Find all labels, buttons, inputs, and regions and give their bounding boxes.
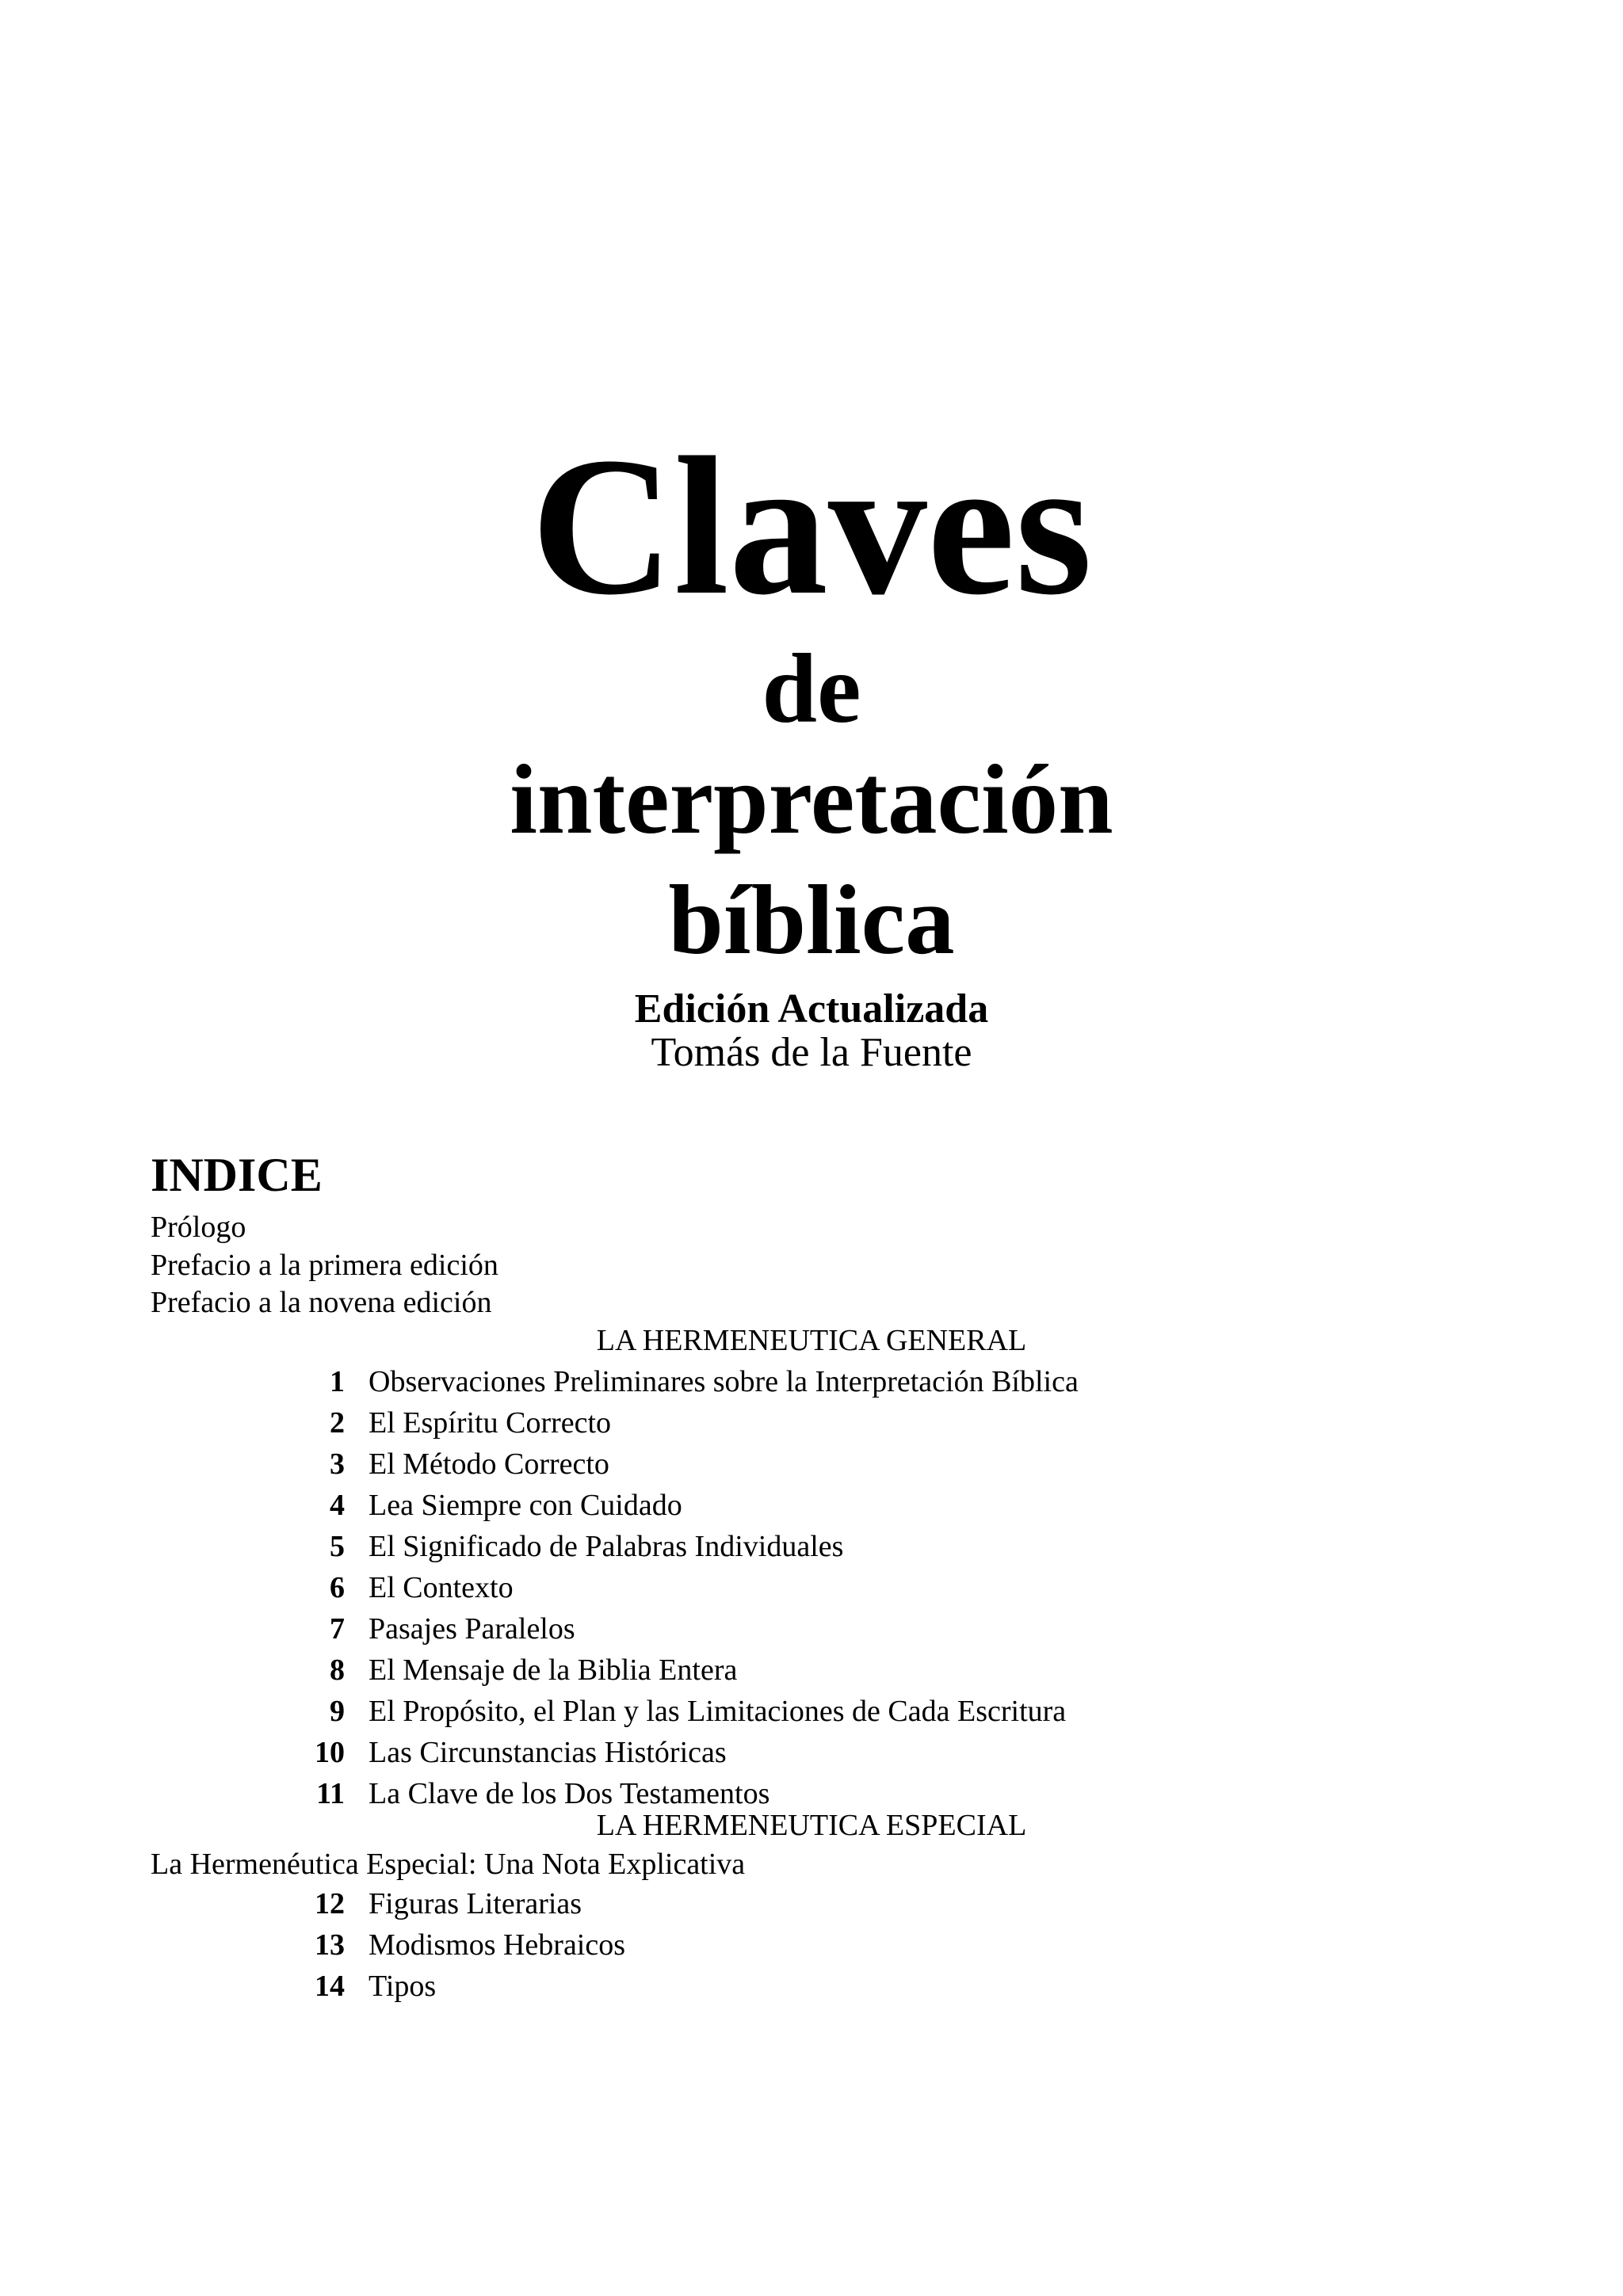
especial-note: La Hermenéutica Especial: Una Nota Explicativa [151, 1848, 746, 1881]
chapter-title: El Método Correcto [369, 1447, 609, 1481]
chapter-title: Las Circunstancias Históricas [369, 1736, 727, 1769]
section-heading-especial: LA HERMENEUTICA ESPECIAL [596, 1809, 1027, 1842]
chapter-number: 4 [330, 1489, 345, 1522]
chapter-number: 8 [330, 1653, 345, 1687]
chapter-title: Figuras Literarias [369, 1887, 582, 1920]
chapter-title: Lea Siempre con Cuidado [369, 1489, 682, 1522]
chapter-title: El Propósito, el Plan y las Limitaciones de Cada Escritura [369, 1695, 1067, 1728]
chapter-title: Tipos [369, 1970, 437, 2003]
chapter-title: El Contexto [369, 1571, 514, 1604]
edition-label: Edición Actualizada [634, 986, 989, 1032]
chapter-title: El Significado de Palabras Individuales [369, 1530, 844, 1563]
chapter-title: Observaciones Preliminares sobre la Interpretación Bíblica [369, 1365, 1079, 1398]
chapter-title: Pasajes Paralelos [369, 1612, 575, 1646]
chapter-number: 2 [330, 1406, 345, 1440]
book-title-line-4: bíblica [668, 866, 955, 975]
index-heading: INDICE [151, 1149, 323, 1201]
book-title-line-2: de [762, 635, 861, 744]
chapter-number: 7 [330, 1612, 345, 1646]
book-title-line-3: interpretación [510, 746, 1113, 855]
chapter-number: 3 [330, 1447, 345, 1481]
book-title: Claves [530, 417, 1093, 636]
chapter-title: El Espíritu Correcto [369, 1406, 612, 1440]
chapter-number: 6 [330, 1571, 345, 1604]
author-name: Tomás de la Fuente [651, 1030, 972, 1075]
chapter-number: 1 [330, 1365, 345, 1398]
front-matter-item: Prefacio a la novena edición [151, 1286, 492, 1319]
chapter-number: 10 [315, 1736, 345, 1769]
front-matter-item: Prefacio a la primera edición [151, 1249, 498, 1282]
chapter-title: La Clave de los Dos Testamentos [369, 1777, 770, 1810]
chapter-number: 9 [330, 1695, 345, 1728]
chapter-number: 12 [315, 1887, 345, 1920]
chapter-number: 11 [316, 1777, 345, 1810]
chapter-number: 5 [330, 1530, 345, 1563]
chapter-number: 14 [315, 1970, 345, 2003]
front-matter-item: Prólogo [151, 1211, 246, 1244]
chapter-number: 13 [315, 1928, 345, 1962]
chapter-title: El Mensaje de la Biblia Entera [369, 1653, 738, 1687]
section-heading-general: LA HERMENEUTICA GENERAL [596, 1324, 1027, 1357]
chapter-title: Modismos Hebraicos [369, 1928, 626, 1962]
